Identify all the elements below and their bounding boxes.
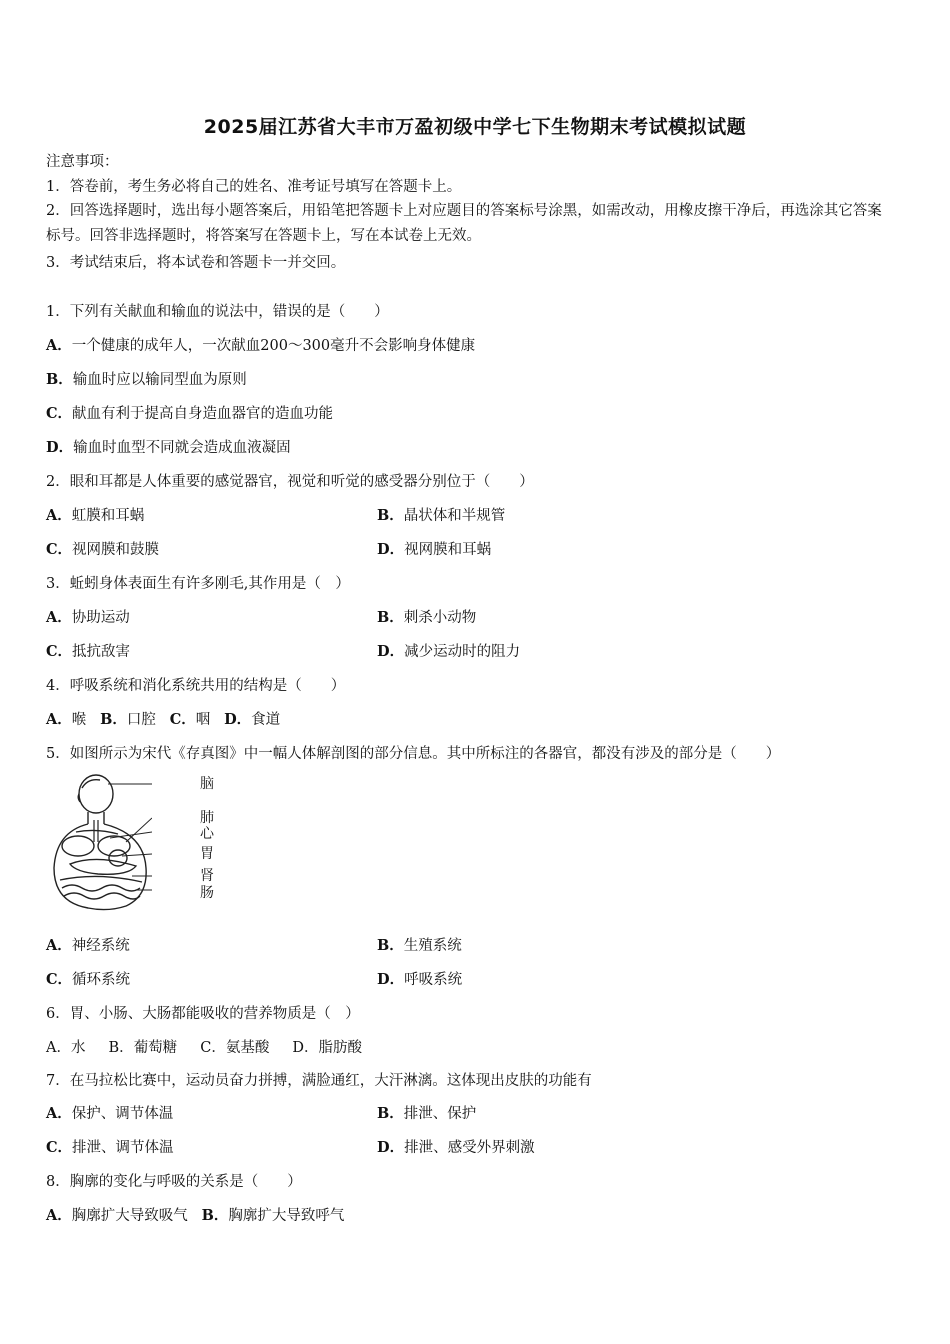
option-label: C． [169, 711, 196, 728]
option-label: B． [108, 1040, 134, 1056]
question-1-stem: 1．下列有关献血和输血的说法中，错误的是（ ） [46, 304, 389, 320]
question-1-option-b [46, 370, 247, 390]
option-label: C． [46, 643, 73, 660]
option-text: 晶状体和半规管 [403, 508, 506, 524]
question-8-options [46, 1206, 344, 1226]
question-7-option-b [377, 1104, 476, 1124]
option-text: 献血有利于提高自身造血器官的造血功能 [72, 406, 334, 422]
question-2-option-a [46, 506, 144, 526]
option-label: D． [292, 1040, 319, 1056]
option-text: 一个健康的成年人，一次献血200～300毫升不会影响身体健康 [71, 338, 476, 354]
figure-label-heart: 心 [200, 826, 214, 842]
question-7-stem: 7．在马拉松比赛中，运动员奋力拼搏，满脸通红，大汗淋漓。这体现出皮肤的功能有 [46, 1073, 592, 1089]
question-5-stem: 5．如图所示为宋代《存真图》中一幅人体解剖图的部分信息。其中所标注的各器官，都没有涉及的部分是（ ） [46, 746, 781, 762]
option-label: A． [46, 609, 72, 626]
option-text: 喉 [71, 712, 87, 728]
option-text: 脂肪酸 [318, 1040, 363, 1056]
option-text: 食道 [251, 712, 281, 728]
question-6-stem: 6．胃、小肠、大肠都能吸收的营养物质是（ ） [46, 1006, 360, 1022]
question-6-options [46, 1038, 362, 1058]
option-text: 神经系统 [71, 938, 130, 954]
option-text: 排泄、保护 [403, 1106, 477, 1122]
option-label: A． [46, 1207, 72, 1224]
option-text: 咽 [195, 712, 211, 728]
option-label: D． [46, 439, 74, 456]
option-text: 减少运动时的阻力 [404, 644, 521, 660]
question-4-options [46, 710, 280, 730]
option-text: 排泄、调节体温 [72, 1140, 174, 1156]
note-item-1: 1．答卷前，考生务必将自己的姓名、准考证号填写在答题卡上。 [46, 179, 462, 195]
question-5-option-b [377, 936, 462, 956]
question-2-option-b [377, 506, 505, 526]
question-2-option-d [377, 540, 491, 560]
option-label: C． [46, 1139, 73, 1156]
question-5-option-a [46, 936, 130, 956]
question-3-option-c [46, 642, 130, 662]
option-text: 刺杀小动物 [403, 610, 477, 626]
option-label: A． [46, 337, 72, 354]
question-5-option-d [377, 970, 462, 990]
option-text: 虹膜和耳蜗 [71, 508, 145, 524]
option-text: 口腔 [126, 712, 156, 728]
question-4-stem: 4．呼吸系统和消化系统共用的结构是（ ） [46, 678, 346, 694]
option-text: 输血时血型不同就会造成血液凝固 [73, 440, 291, 456]
option-text: 呼吸系统 [404, 972, 463, 988]
anatomy-figure [48, 772, 214, 912]
question-2-option-c [46, 540, 159, 560]
page-title: 2025届江苏省大丰市万盈初级中学七下生物期末考试模拟试题 [203, 116, 747, 138]
question-7-option-a [46, 1104, 173, 1124]
question-3-option-d [377, 642, 520, 662]
option-text: 水 [70, 1040, 86, 1056]
option-label: D． [377, 541, 405, 558]
question-3-option-a [46, 608, 130, 628]
option-label: D． [224, 711, 252, 728]
question-8-stem: 8．胸廓的变化与呼吸的关系是（ ） [46, 1174, 302, 1190]
question-3-option-b [377, 608, 476, 628]
figure-label-lung: 肺 [200, 810, 214, 826]
option-label: C． [46, 541, 73, 558]
option-label: B． [100, 711, 127, 728]
option-label: D． [377, 1139, 405, 1156]
option-label: B． [377, 507, 404, 524]
question-5-option-c [46, 970, 130, 990]
option-text: 视网膜和耳蜗 [404, 542, 492, 558]
option-label: B． [201, 1207, 229, 1224]
question-7-option-d [377, 1138, 535, 1158]
question-2-stem: 2．眼和耳都是人体重要的感觉器官，视觉和听觉的感受器分别位于（ ） [46, 474, 534, 490]
option-text: 视网膜和鼓膜 [72, 542, 160, 558]
notes-heading: 注意事项： [46, 154, 119, 170]
question-7-option-c [46, 1138, 174, 1158]
option-label: D． [377, 971, 405, 988]
option-text: 胸廓扩大导致吸气 [71, 1208, 188, 1224]
question-1-option-c [46, 404, 333, 424]
option-label: C． [46, 971, 73, 988]
note-item-2: 2．回答选择题时，选出每小题答案后，用铅笔把答题卡上对应题目的答案标号涂黑，如需改动，用橡皮擦干净后，再选涂其它答案标号。回答非选择题时，将答案写在答题卡上，写在本试卷上无效。 [46, 203, 882, 244]
option-label: A． [46, 507, 72, 524]
note-item-3: 3．考试结束后，将本试卷和答题卡一并交回。 [46, 255, 346, 271]
option-label: A． [46, 711, 72, 728]
anatomy-illustration [48, 772, 152, 912]
option-label: B． [377, 937, 404, 954]
option-text: 排泄、感受外界刺激 [404, 1140, 535, 1156]
question-1-option-a [46, 336, 475, 356]
option-label: A． [46, 1040, 71, 1056]
option-text: 抵抗敌害 [72, 644, 131, 660]
option-text: 输血时应以输同型血为原则 [72, 372, 247, 388]
option-text: 葡萄糖 [133, 1040, 178, 1056]
option-text: 循环系统 [72, 972, 131, 988]
option-text: 胸廓扩大导致呼气 [228, 1208, 345, 1224]
question-3-stem: 3．蚯蚓身体表面生有许多刚毛,其作用是（ ） [46, 576, 350, 592]
figure-label-stomach: 胃 [200, 846, 214, 862]
option-text: 保护、调节体温 [71, 1106, 174, 1122]
option-text: 氨基酸 [225, 1040, 270, 1056]
option-label: B． [377, 609, 404, 626]
figure-label-intestine: 肠 [200, 885, 214, 901]
option-label: D． [377, 643, 405, 660]
figure-label-kidney: 肾 [200, 868, 214, 884]
option-label: B． [46, 371, 73, 388]
option-label: A． [46, 1105, 72, 1122]
option-label: C． [200, 1040, 226, 1056]
option-text: 生殖系统 [403, 938, 462, 954]
option-label: C． [46, 405, 73, 422]
option-label: A． [46, 937, 72, 954]
question-1-option-d [46, 438, 291, 458]
figure-label-brain: 脑 [200, 776, 214, 792]
option-text: 协助运动 [71, 610, 130, 626]
option-label: B． [377, 1105, 404, 1122]
